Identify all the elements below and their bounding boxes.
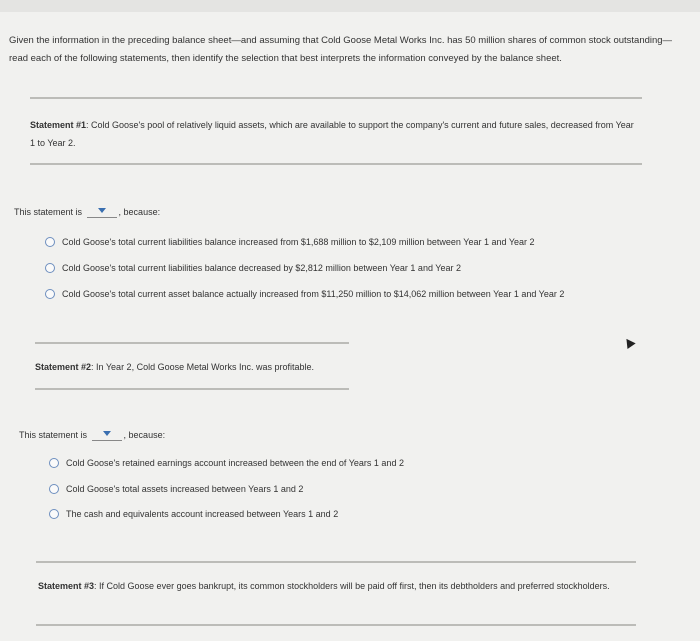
option-label: The cash and equivalents account increased between Years 1 and 2 [66, 509, 339, 519]
option-label: Cold Goose's total current asset balance actually increased from $11,250 million to $14,062 million between Year 1 and Year 2 [62, 289, 565, 299]
option-label: Cold Goose's total current liabilities balance decreased by $2,812 million between Year 1 and Year 2 [62, 263, 461, 273]
radio-button[interactable] [49, 458, 59, 468]
radio-button[interactable] [45, 263, 55, 273]
radio-button[interactable] [49, 484, 59, 494]
radio-button[interactable] [45, 289, 55, 299]
statement-2-text: : In Year 2, Cold Goose Metal Works Inc. was profitable. [91, 362, 314, 372]
option-label: Cold Goose's total assets increased between Years 1 and 2 [66, 484, 304, 494]
radio-button[interactable] [45, 237, 55, 247]
divider [36, 561, 636, 563]
intro-text: Given the information in the preceding balance sheet—and assuming that Cold Goose Metal Works Inc. has 50 million shares of common stock outstanding—read each of the following statements, then identify the selection that best interprets the information conveyed by the balance sheet. [9, 35, 673, 64]
divider [35, 388, 349, 390]
statement-1-dropdown[interactable] [87, 207, 117, 218]
divider [35, 342, 349, 344]
statement-suffix: , because: [123, 430, 166, 440]
statement-2-option-1[interactable] [49, 458, 404, 468]
radio-button[interactable] [49, 509, 59, 519]
statement-2-label: Statement #2 [35, 362, 92, 372]
statement-1 [30, 116, 640, 152]
chevron-down-icon [103, 431, 111, 436]
statement-prefix: This statement is [19, 430, 88, 440]
statement-1-option-1[interactable] [45, 237, 535, 247]
statement-2-option-3[interactable] [49, 509, 338, 519]
statement-1-label: Statement #1 [30, 120, 87, 130]
top-bar [0, 0, 700, 12]
statement-2-option-2[interactable] [49, 484, 303, 494]
statement-suffix: , because: [118, 207, 161, 217]
statement-2-dropdown[interactable] [92, 430, 122, 441]
statement-3 [38, 577, 638, 595]
divider [30, 97, 642, 99]
statement-1-text: : Cold Goose's pool of relatively liquid assets, which are available to support the company's current and future sales, decreased from Year 1 to Year 2. [30, 120, 634, 148]
statement-3-label: Statement #3 [38, 581, 95, 591]
divider [30, 163, 642, 165]
statement-1-option-2[interactable] [45, 263, 461, 273]
statement-2-answer-line [19, 430, 165, 441]
statement-2 [35, 358, 365, 376]
statement-prefix: This statement is [14, 207, 83, 217]
mouse-cursor-icon [622, 336, 635, 349]
option-label: Cold Goose's total current liabilities balance increased from $1,688 million to $2,109 million between Year 1 and Year 2 [62, 237, 535, 247]
option-label: Cold Goose's retained earnings account increased between the end of Years 1 and 2 [66, 458, 404, 468]
statement-3-text: : If Cold Goose ever goes bankrupt, its common stockholders will be paid off first, then its debtholders and preferred stockholders. [94, 581, 610, 591]
statement-1-option-3[interactable] [45, 289, 564, 299]
divider [36, 624, 636, 626]
statement-1-answer-line [14, 207, 160, 218]
chevron-down-icon [98, 208, 106, 213]
